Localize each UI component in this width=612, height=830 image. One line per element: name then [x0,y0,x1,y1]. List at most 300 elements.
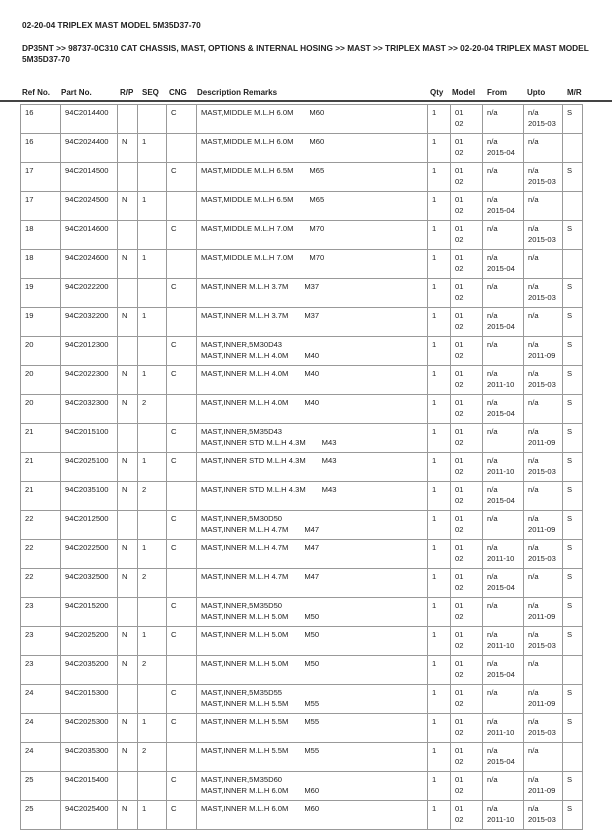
description-line1: MAST,INNER,5M30D43 [201,340,283,349]
part-no: 94C2012500 [65,514,109,523]
seq-cell [138,627,167,656]
upto: 2011-09 [528,437,556,447]
rp: N [122,630,128,639]
seq-cell [138,511,167,540]
model-code: M40 [304,350,320,360]
model: 02 [455,582,464,592]
ref-cell [21,308,61,337]
qty: 1 [432,485,437,494]
rp-cell [118,395,138,424]
qty: 1 [432,311,437,320]
upto: n/a [528,543,539,552]
part-no: 94C2015200 [65,601,109,610]
rp-cell [118,308,138,337]
from: n/a [487,775,498,784]
table-row [21,598,583,627]
model-code: M50 [304,630,320,639]
model: 01 [455,224,464,233]
header-part: Part No. [61,88,92,97]
part-cell [61,192,118,221]
model: 02 [455,553,464,563]
qty-cell [428,569,451,598]
seq-cell [138,192,167,221]
description-cell [197,395,428,424]
ref-no: 24 [25,746,34,755]
table-row [21,279,583,308]
model-code: M60 [304,804,320,813]
model-code: M40 [304,369,320,378]
ref-cell [21,482,61,511]
cng-cell [167,366,197,395]
description-text: MAST,INNER M.L.H 4.0M [201,350,289,360]
description-text: MAST,INNER M.L.H 5.0M [201,659,289,668]
model: 01 [455,804,464,813]
ref-no: 18 [25,224,34,233]
upto: 2015-03 [528,553,556,563]
model-cell [451,714,483,743]
model: 02 [455,611,464,621]
from: 2015-04 [487,408,515,418]
seq: 1 [142,369,147,378]
from: 2015-04 [487,669,515,679]
model: 01 [455,340,464,349]
header-desc: Description Remarks [197,88,278,97]
ref-cell [21,105,61,134]
model: 01 [455,282,464,291]
cng: C [171,369,177,378]
from: n/a [487,630,498,639]
qty: 1 [432,195,437,204]
seq-cell [138,424,167,453]
header-upto: Upto [527,88,546,97]
rp: N [122,253,128,262]
table-row [21,511,583,540]
ref-no: 23 [25,601,34,610]
mr-cell [563,743,583,772]
rp: N [122,369,128,378]
seq-cell [138,598,167,627]
model-code: M37 [304,282,320,291]
model: 02 [455,524,464,534]
seq-cell [138,540,167,569]
description-cell [197,105,428,134]
from-cell [483,163,524,192]
seq: 1 [142,804,147,813]
seq: 1 [142,137,147,146]
part-no: 94C2032300 [65,398,109,407]
rp: N [122,659,128,668]
qty-cell [428,482,451,511]
rp-cell [118,192,138,221]
qty-cell [428,743,451,772]
ref-no: 22 [25,572,34,581]
model-cell [451,424,483,453]
part-cell [61,134,118,163]
qty: 1 [432,137,437,146]
part-no: 94C2032200 [65,311,109,320]
table-row [21,627,583,656]
qty: 1 [432,746,437,755]
qty-cell [428,163,451,192]
from: n/a [487,369,498,378]
description-cell [197,424,428,453]
cng: C [171,108,177,117]
part-no: 94C2035100 [65,485,109,494]
model: 01 [455,166,464,175]
rp-cell [118,540,138,569]
qty-cell [428,801,451,830]
ref-no: 18 [25,253,34,262]
table-row [21,250,583,279]
seq: 1 [142,717,147,726]
table-row [21,337,583,366]
model: 02 [455,756,464,766]
model-code: M40 [304,398,320,407]
from-cell [483,279,524,308]
model-code: M50 [304,611,320,621]
qty-cell [428,192,451,221]
model: 01 [455,253,464,262]
mr-cell [563,424,583,453]
model-cell [451,105,483,134]
part-no: 94C2025400 [65,804,109,813]
ref-no: 17 [25,166,34,175]
cng-cell [167,685,197,714]
qty: 1 [432,340,437,349]
seq-cell [138,453,167,482]
part-no: 94C2022300 [65,369,109,378]
from-cell [483,192,524,221]
qty-cell [428,134,451,163]
part-cell [61,424,118,453]
upto-cell [524,772,563,801]
model-cell [451,540,483,569]
upto-cell [524,366,563,395]
upto: 2015-03 [528,814,556,824]
description-text: MAST,INNER STD M.L.H 4.3M [201,456,306,465]
part-cell [61,105,118,134]
cng: C [171,775,177,784]
from-cell [483,801,524,830]
cng: C [171,601,177,610]
model: 02 [455,698,464,708]
from: 2011-10 [487,727,515,737]
rp: N [122,804,128,813]
rp-cell [118,279,138,308]
description-cell [197,250,428,279]
seq-cell [138,163,167,192]
ref-no: 21 [25,456,34,465]
ref-cell [21,511,61,540]
mr: S [567,775,573,784]
description-cell [197,337,428,366]
mr: S [567,311,573,320]
ref-cell [21,540,61,569]
part-cell [61,627,118,656]
qty: 1 [432,630,437,639]
ref-no: 23 [25,630,34,639]
model-code: M47 [304,543,320,552]
qty: 1 [432,659,437,668]
seq: 1 [142,311,147,320]
ref-no: 25 [25,804,34,813]
upto: n/a [528,224,539,233]
seq-cell [138,337,167,366]
cng-cell [167,743,197,772]
table-row [21,569,583,598]
table-row [21,308,583,337]
mr: S [567,108,573,117]
upto-cell [524,221,563,250]
cng: C [171,456,177,465]
model-code: M47 [304,524,320,534]
description-text: MAST,MIDDLE M.L.H 6.0M [201,137,294,146]
upto: n/a [528,282,539,291]
header-divider [0,100,612,102]
cng: C [171,514,177,523]
description-line1: MAST,INNER,5M35D60 [201,775,283,784]
model-code: M50 [304,659,320,668]
model: 02 [455,176,464,186]
description-cell [197,685,428,714]
header-rp: R/P [120,88,134,97]
part-no: 94C2014600 [65,224,109,233]
model: 02 [455,640,464,650]
description-cell [197,511,428,540]
part-cell [61,511,118,540]
model: 02 [455,321,464,331]
rp: N [122,456,128,465]
qty-cell [428,540,451,569]
breadcrumb: DP35NT >> 98737-0C310 CAT CHASSIS, MAST, OPTIONS & INTERNAL HOSING >> MAST >> TRIPLEX MAST >> 02-20-04 TRIPLEX MAST MODEL 5M35D37-70 [22,43,589,64]
model: 01 [455,746,464,755]
upto: n/a [528,775,539,784]
upto-cell [524,424,563,453]
mr: S [567,398,573,407]
description-line1: MAST,INNER,5M35D55 [201,688,283,697]
from: 2015-04 [487,205,515,215]
mr-cell [563,714,583,743]
from: n/a [487,166,498,175]
qty: 1 [432,456,437,465]
page-title: 02-20-04 TRIPLEX MAST MODEL 5M35D37-70 [22,20,201,30]
upto: n/a [528,340,539,349]
from: n/a [487,108,498,117]
mr-cell [563,627,583,656]
model: 01 [455,137,464,146]
mr: S [567,340,573,349]
from: n/a [487,659,498,668]
description-line1: MAST,INNER,5M35D50 [201,601,283,610]
description-cell [197,598,428,627]
mr: S [567,485,573,494]
header-qty: Qty [430,88,444,97]
model-cell [451,598,483,627]
mr-cell [563,685,583,714]
part-cell [61,482,118,511]
upto: n/a [528,195,539,204]
model-cell [451,627,483,656]
model: 02 [455,814,464,824]
qty-cell [428,772,451,801]
cng: C [171,427,177,436]
upto-cell [524,395,563,424]
from: n/a [487,514,498,523]
part-cell [61,685,118,714]
upto-cell [524,801,563,830]
ref-cell [21,714,61,743]
header-mr: M/R [567,88,582,97]
table-row [21,540,583,569]
mr-cell [563,482,583,511]
upto-cell [524,134,563,163]
mr: S [567,688,573,697]
rp-cell [118,569,138,598]
table-row [21,424,583,453]
rp-cell [118,656,138,685]
from-cell [483,685,524,714]
from-cell [483,337,524,366]
description-cell [197,569,428,598]
qty: 1 [432,253,437,262]
ref-cell [21,743,61,772]
upto: n/a [528,166,539,175]
rp: N [122,311,128,320]
upto: n/a [528,108,539,117]
description-text: MAST,INNER M.L.H 4.7M [201,543,289,552]
mr-cell [563,453,583,482]
ref-cell [21,453,61,482]
mr-cell [563,163,583,192]
mr-cell [563,540,583,569]
model: 01 [455,398,464,407]
model: 02 [455,727,464,737]
ref-cell [21,250,61,279]
upto-cell [524,250,563,279]
model-code: M43 [321,437,337,447]
seq: 2 [142,659,147,668]
cng: C [171,543,177,552]
from: 2011-10 [487,640,515,650]
cng-cell [167,511,197,540]
qty: 1 [432,775,437,784]
part-cell [61,772,118,801]
from: n/a [487,137,498,146]
table-row [21,395,583,424]
from: 2015-04 [487,263,515,273]
model-code: M70 [309,224,325,233]
cng: C [171,717,177,726]
ref-cell [21,337,61,366]
model: 01 [455,630,464,639]
description-cell [197,221,428,250]
seq-cell [138,308,167,337]
rp-cell [118,801,138,830]
from: n/a [487,572,498,581]
description-text: MAST,MIDDLE M.L.H 6.5M [201,166,294,175]
qty: 1 [432,688,437,697]
part-no: 94C2014400 [65,108,109,117]
part-cell [61,569,118,598]
model: 02 [455,234,464,244]
ref-no: 24 [25,717,34,726]
table-row [21,772,583,801]
model: 01 [455,195,464,204]
model-cell [451,685,483,714]
from-cell [483,395,524,424]
upto: n/a [528,456,539,465]
mr-cell [563,395,583,424]
model-cell [451,801,483,830]
cng-cell [167,279,197,308]
model-code: M60 [304,785,320,795]
rp-cell [118,627,138,656]
qty: 1 [432,369,437,378]
qty: 1 [432,543,437,552]
part-cell [61,250,118,279]
from: 2015-04 [487,495,515,505]
qty-cell [428,366,451,395]
upto: 2015-03 [528,727,556,737]
qty-cell [428,424,451,453]
upto-cell [524,163,563,192]
table-row [21,685,583,714]
description-cell [197,308,428,337]
ref-no: 19 [25,311,34,320]
from: n/a [487,340,498,349]
table-row [21,743,583,772]
cng-cell [167,627,197,656]
rp: N [122,572,128,581]
description-text: MAST,INNER M.L.H 3.7M [201,311,289,320]
description-text: MAST,INNER M.L.H 5.5M [201,746,289,755]
from-cell [483,772,524,801]
seq-cell [138,105,167,134]
model-cell [451,743,483,772]
from-cell [483,743,524,772]
cng-cell [167,250,197,279]
model: 02 [455,437,464,447]
model-code: M65 [309,195,325,204]
model: 01 [455,601,464,610]
upto-cell [524,279,563,308]
mr: S [567,514,573,523]
cng-cell [167,772,197,801]
mr-cell [563,772,583,801]
upto: n/a [528,369,539,378]
model: 02 [455,408,464,418]
mr-cell [563,279,583,308]
seq: 1 [142,253,147,262]
qty-cell [428,337,451,366]
description-cell [197,656,428,685]
part-no: 94C2024500 [65,195,109,204]
ref-cell [21,627,61,656]
model-code: M55 [304,717,320,726]
upto: n/a [528,398,539,407]
qty: 1 [432,108,437,117]
upto-cell [524,743,563,772]
description-cell [197,192,428,221]
cng-cell [167,453,197,482]
header-seq: SEQ [142,88,159,97]
description-cell [197,482,428,511]
part-cell [61,714,118,743]
upto-cell [524,598,563,627]
header-ref: Ref No. [22,88,50,97]
cng-cell [167,569,197,598]
seq-cell [138,482,167,511]
